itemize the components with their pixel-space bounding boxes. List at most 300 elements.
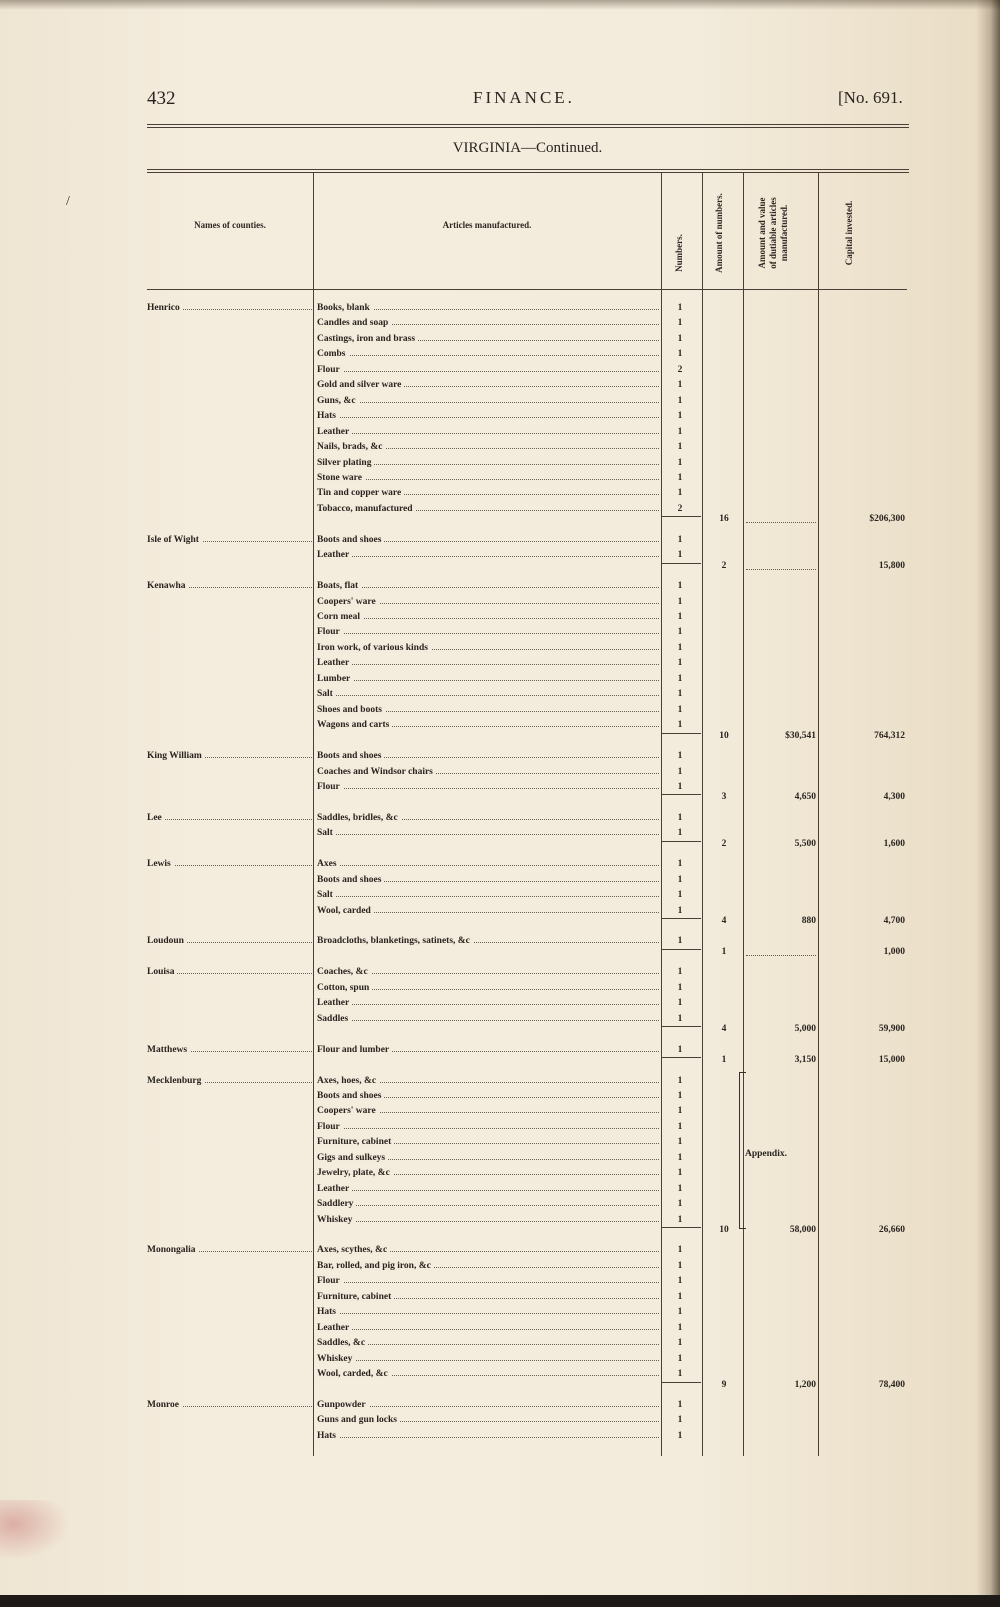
amount-of-numbers: 10 [719, 1225, 729, 1235]
county-name-text: King William [147, 751, 205, 761]
subtotal-rule [661, 1026, 701, 1027]
article-name [317, 998, 659, 1008]
dutiable-value: 58,000 [789, 1225, 816, 1235]
article-name [317, 365, 659, 375]
article-number: 1 [677, 1399, 683, 1410]
dot-leader [317, 1020, 659, 1021]
article-name-text: Cotton, spun [317, 983, 372, 993]
article-number: 1 [677, 812, 683, 823]
article-number: 1 [677, 828, 683, 839]
page-shadow-top [0, 0, 1000, 10]
article-name-text: Coaches, &c [317, 967, 371, 977]
article-name-text: Combs [317, 349, 349, 359]
article-name [317, 875, 659, 885]
article-name-text: Coopers' ware [317, 1106, 379, 1116]
column-divider-value [818, 173, 819, 1456]
amount-of-numbers: 4 [721, 1024, 727, 1035]
article-name-text: Axes [317, 859, 340, 869]
article-name-text: Guns, &c [317, 396, 359, 406]
article-name-text: Iron work, of various kinds [317, 643, 431, 653]
column-divider-articles [661, 173, 662, 1456]
article-number: 1 [677, 472, 683, 483]
amount-of-numbers: 1 [721, 1055, 727, 1066]
article-name [317, 767, 659, 777]
article-name-text: Guns and gun locks [317, 1415, 400, 1425]
county-name-text: Henrico [147, 303, 183, 313]
county-name-text: Matthews [147, 1045, 190, 1055]
article-number: 1 [677, 1075, 683, 1086]
article-name-text: Nails, brads, &c [317, 442, 385, 452]
article-name [317, 859, 659, 869]
article-name-text: Leather [317, 658, 352, 668]
county-name [147, 1245, 312, 1255]
county-name-text: Isle of Wight [147, 535, 202, 545]
dot-leader [317, 1437, 659, 1438]
article-number: 1 [677, 1199, 683, 1210]
dot-leader [317, 1344, 659, 1345]
article-number: 1 [677, 380, 683, 391]
article-name-text: Leather [317, 1323, 352, 1333]
page-stain [0, 1500, 70, 1560]
article-name [317, 504, 659, 514]
article-number: 1 [677, 642, 683, 653]
article-number: 1 [677, 1152, 683, 1163]
column-header-value-line1: Amount and value [757, 197, 767, 269]
article-name-text: Stone ware [317, 473, 365, 483]
capital-invested: 1,000 [883, 946, 905, 957]
article-name-text: Flour [317, 1122, 343, 1132]
article-name [317, 936, 659, 946]
article-name [317, 612, 659, 622]
subtotal-rule [661, 563, 701, 564]
dot-leader [317, 1221, 659, 1222]
article-name [317, 658, 659, 668]
article-number: 1 [677, 488, 683, 499]
article-number: 1 [677, 457, 683, 468]
dutiable-value: 5,500 [794, 838, 816, 849]
article-number: 1 [677, 1415, 683, 1426]
column-header-value [757, 183, 790, 283]
page-binding-edge [976, 0, 1000, 1607]
article-name-text: Coopers' ware [317, 597, 379, 607]
article-name-text: Flour and lumber [317, 1045, 392, 1055]
column-divider-amount [743, 173, 744, 1456]
dot-leader [317, 1004, 659, 1005]
article-name-text: Boats, flat [317, 581, 361, 591]
county-name [147, 751, 312, 761]
capital-invested: 1,600 [883, 838, 905, 849]
column-header-numbers: Numbers. [674, 234, 684, 272]
article-name [317, 411, 659, 421]
article-name [317, 1400, 659, 1410]
article-name [317, 581, 659, 591]
article-number: 1 [677, 967, 683, 978]
article-name-text: Leather [317, 550, 352, 560]
article-name [317, 1245, 659, 1255]
article-number: 1 [677, 1137, 683, 1148]
article-name-text: Wool, carded [317, 906, 374, 916]
article-name-text: Flour [317, 1276, 343, 1286]
subtitle-rule [147, 169, 909, 170]
dot-leader [147, 819, 312, 820]
amount-of-numbers: 9 [721, 1379, 727, 1390]
amount-of-numbers: 16 [719, 514, 729, 525]
article-name-text: Leather [317, 1184, 352, 1194]
article-name-text: Jewelry, plate, &c [317, 1168, 393, 1178]
article-name-text: Salt [317, 828, 336, 838]
article-name-text: Wagons and carts [317, 720, 392, 730]
article-number: 1 [677, 998, 683, 1009]
capital-invested: 764,312 [874, 730, 905, 741]
dot-leader [317, 1128, 659, 1129]
article-name [317, 1323, 659, 1333]
article-name [317, 751, 659, 761]
column-header-capital: Capital invested. [844, 200, 854, 266]
article-name-text: Candles and soap [317, 318, 391, 328]
article-name-text: Coaches and Windsor chairs [317, 767, 436, 777]
article-name-text: Boots and shoes [317, 535, 384, 545]
capital-invested: $206,300 [869, 514, 905, 525]
county-name [147, 936, 312, 946]
article-number: 1 [677, 395, 683, 406]
article-name [317, 720, 659, 730]
article-name [317, 1184, 659, 1194]
pencil-mark: / [66, 194, 70, 209]
article-name [317, 1292, 659, 1302]
article-name [317, 334, 659, 344]
article-number: 1 [677, 1245, 683, 1256]
dot-leader [317, 865, 659, 866]
article-number: 1 [677, 1090, 683, 1101]
article-name [317, 458, 659, 468]
article-number: 1 [677, 1214, 683, 1225]
manufactures-table [147, 173, 907, 1456]
dot-leader [317, 896, 659, 897]
article-name [317, 1014, 659, 1024]
article-name-text: Hats [317, 411, 339, 421]
article-name [317, 890, 659, 900]
article-name [317, 627, 659, 637]
article-name-text: Whiskey [317, 1215, 355, 1225]
dutiable-value-blank [744, 561, 816, 573]
article-number: 1 [677, 1353, 683, 1364]
article-name [317, 1091, 659, 1101]
article-name [317, 1215, 659, 1225]
article-number: 2 [677, 364, 683, 375]
county-name [147, 1400, 312, 1410]
page-number: 432 [147, 88, 176, 109]
capital-invested: 15,800 [878, 560, 905, 571]
article-name-text: Flour [317, 627, 343, 637]
article-number: 1 [677, 936, 683, 947]
article-number: 1 [677, 550, 683, 561]
article-name-text: Saddles [317, 1014, 351, 1024]
dot-leader [317, 695, 659, 696]
article-name [317, 1354, 659, 1364]
dot-leader [317, 1313, 659, 1314]
county-name [147, 859, 312, 869]
dutiable-value: 880 [801, 916, 816, 926]
article-number: 1 [677, 1044, 683, 1055]
article-name-text: Lumber [317, 674, 353, 684]
dot-leader [746, 561, 816, 570]
amount-of-numbers: 1 [721, 946, 727, 957]
article-number: 1 [677, 1307, 683, 1318]
county-name [147, 1076, 312, 1086]
article-name-text: Salt [317, 689, 336, 699]
article-name [317, 1276, 659, 1286]
dot-leader [317, 417, 659, 418]
article-number: 1 [677, 704, 683, 715]
article-number: 1 [677, 905, 683, 916]
article-name [317, 983, 659, 993]
article-number: 1 [677, 1013, 683, 1024]
header-bottom-rule [147, 289, 907, 290]
dutiable-value-blank [744, 947, 816, 959]
article-number: 1 [677, 689, 683, 700]
article-number: 1 [677, 318, 683, 329]
article-name-text: Books, blank [317, 303, 373, 313]
subtotal-rule [661, 1227, 701, 1228]
amount-of-numbers: 2 [721, 560, 727, 571]
article-name [317, 1261, 659, 1271]
article-name [317, 597, 659, 607]
capital-invested: 26,660 [878, 1225, 905, 1235]
article-name [317, 380, 659, 390]
column-divider-numbers [702, 173, 703, 1456]
subtotal-rule [661, 841, 701, 842]
article-number: 1 [677, 1322, 683, 1333]
article-name [317, 1106, 659, 1116]
capital-invested: 15,000 [878, 1055, 905, 1066]
appendix-note: Appendix. [745, 1149, 787, 1159]
article-name [317, 689, 659, 699]
dot-leader [317, 618, 659, 619]
article-name-text: Boots and shoes [317, 751, 384, 761]
dutiable-value: 3,150 [794, 1055, 816, 1066]
article-name [317, 1153, 659, 1163]
article-number: 1 [677, 781, 683, 792]
article-number: 1 [677, 1168, 683, 1179]
article-number: 1 [677, 874, 683, 885]
subtotal-rule [661, 918, 701, 919]
header-rule [147, 124, 909, 125]
article-name-text: Gold and silver ware [317, 380, 404, 390]
article-number: 1 [677, 982, 683, 993]
article-number: 1 [677, 859, 683, 870]
article-name-text: Leather [317, 998, 352, 1008]
article-name [317, 1122, 659, 1132]
article-name [317, 488, 659, 498]
article-name-text: Gigs and sulkeys [317, 1153, 388, 1163]
article-name-text: Tin and copper ware [317, 488, 404, 498]
dutiable-value: $30,541 [785, 730, 816, 741]
article-name [317, 550, 659, 560]
article-name-text: Hats [317, 1431, 339, 1441]
county-name-text: Kenawha [147, 581, 189, 591]
article-number: 1 [677, 426, 683, 437]
county-name [147, 813, 312, 823]
article-number: 1 [677, 1291, 683, 1302]
article-number: 1 [677, 1430, 683, 1441]
dot-leader [317, 556, 659, 557]
subtotal-rule [661, 1382, 701, 1383]
dot-leader [746, 514, 816, 523]
article-number: 1 [677, 751, 683, 762]
section-title: FINANCE. [473, 88, 575, 107]
article-name-text: Axes, hoes, &c [317, 1076, 379, 1086]
column-header-articles: Articles manufactured. [442, 220, 532, 230]
capital-invested: 4,700 [883, 916, 905, 926]
capital-invested: 59,900 [878, 1024, 905, 1035]
article-number: 1 [677, 596, 683, 607]
header-rule-thin [147, 127, 909, 128]
article-name-text: Flour [317, 782, 343, 792]
article-number: 1 [677, 658, 683, 669]
article-name-text: Saddles, bridles, &c [317, 813, 401, 823]
article-name-text: Furniture, cabinet [317, 1137, 394, 1147]
capital-invested: 4,300 [883, 792, 905, 803]
article-number: 1 [677, 1106, 683, 1117]
subtotal-rule [661, 949, 701, 950]
article-name [317, 1431, 659, 1441]
article-number: 1 [677, 333, 683, 344]
article-name [317, 782, 659, 792]
article-number: 1 [677, 890, 683, 901]
article-number: 1 [677, 1121, 683, 1132]
article-name-text: Bar, rolled, and pig iron, &c [317, 1261, 434, 1271]
article-name-text: Whiskey [317, 1354, 355, 1364]
article-name-text: Castings, iron and brass [317, 334, 418, 344]
dot-leader [317, 587, 659, 588]
article-name-text: Broadcloths, blanketings, satinets, &c [317, 936, 473, 946]
dutiable-value: 4,650 [794, 792, 816, 803]
scan-border-bottom [0, 1595, 1000, 1607]
article-name [317, 427, 659, 437]
dot-leader [317, 1360, 659, 1361]
article-name [317, 1137, 659, 1147]
county-name [147, 535, 312, 545]
dutiable-value: 1,200 [794, 1379, 816, 1390]
subtotal-rule [661, 1057, 701, 1058]
article-number: 1 [677, 1369, 683, 1380]
article-name [317, 1307, 659, 1317]
article-number: 1 [677, 349, 683, 360]
article-number: 1 [677, 1260, 683, 1271]
table-subtitle: VIRGINIA—Continued. [452, 140, 603, 156]
article-number: 1 [677, 303, 683, 313]
article-name-text: Boots and shoes [317, 1091, 384, 1101]
column-header-counties: Names of counties. [194, 220, 266, 230]
dot-leader [317, 1282, 659, 1283]
article-number: 1 [677, 720, 683, 731]
article-name-text: Flour [317, 365, 343, 375]
county-name-text: Monongalia [147, 1245, 199, 1255]
article-number: 1 [677, 673, 683, 684]
article-name-text: Hats [317, 1307, 339, 1317]
article-name-text: Leather [317, 427, 352, 437]
article-number: 1 [677, 1183, 683, 1194]
dot-leader [317, 664, 659, 665]
dot-leader [317, 479, 659, 480]
county-name-text: Lewis [147, 859, 174, 869]
column-divider-counties [313, 173, 314, 1456]
article-name-text: Tobacco, manufactured [317, 504, 416, 514]
article-number: 1 [677, 411, 683, 422]
dot-leader [317, 433, 659, 434]
dot-leader [317, 788, 659, 789]
county-name [147, 581, 312, 591]
article-name-text: Shoes and boots [317, 705, 385, 715]
county-name [147, 303, 312, 313]
capital-invested: 78,400 [878, 1379, 905, 1390]
article-name [317, 1168, 659, 1178]
article-number: 1 [677, 534, 683, 545]
article-name [317, 1338, 659, 1348]
article-name [317, 442, 659, 452]
dot-leader [317, 1205, 659, 1206]
amount-of-numbers: 3 [721, 792, 727, 803]
article-name-text: Saddlery [317, 1199, 356, 1209]
article-name [317, 473, 659, 483]
dot-leader [317, 1190, 659, 1191]
article-name-text: Gunpowder [317, 1400, 369, 1410]
article-name [317, 1369, 659, 1379]
article-number: 1 [677, 442, 683, 453]
article-name [317, 396, 659, 406]
county-name [147, 1045, 312, 1055]
county-name-text: Mecklenburg [147, 1076, 204, 1086]
article-name [317, 643, 659, 653]
article-name [317, 1415, 659, 1425]
article-number: 1 [677, 581, 683, 592]
dutiable-value-blank [744, 514, 816, 526]
appendix-brace [739, 1072, 746, 1229]
article-name [317, 349, 659, 359]
article-name [317, 1199, 659, 1209]
county-name-text: Lee [147, 813, 165, 823]
article-number: 2 [677, 503, 683, 514]
column-header-value-line2: of dutiable articles [768, 197, 778, 269]
dot-leader [746, 947, 816, 956]
article-name [317, 674, 659, 684]
article-name-text: Silver plating [317, 458, 374, 468]
dutiable-value: 5,000 [794, 1024, 816, 1035]
article-name [317, 1076, 659, 1086]
dot-leader [317, 834, 659, 835]
article-name-text: Wool, carded, &c [317, 1369, 391, 1379]
dot-leader [317, 402, 659, 403]
article-name-text: Boots and shoes [317, 875, 384, 885]
article-number: 1 [677, 766, 683, 777]
article-name [317, 906, 659, 916]
subtotal-rule [661, 516, 701, 517]
article-name [317, 828, 659, 838]
county-name-text: Loudoun [147, 936, 187, 946]
article-name [317, 967, 659, 977]
article-name [317, 813, 659, 823]
document-number: [No. 691. [838, 88, 903, 107]
article-name-text: Saddles, &c [317, 1338, 368, 1348]
article-number: 1 [677, 627, 683, 638]
column-header-amount: Amount of numbers. [714, 193, 724, 273]
dot-leader [317, 633, 659, 634]
article-name [317, 318, 659, 328]
article-number: 1 [677, 612, 683, 622]
county-name [147, 967, 312, 977]
article-name-text: Furniture, cabinet [317, 1292, 394, 1302]
subtotal-rule [661, 794, 701, 795]
